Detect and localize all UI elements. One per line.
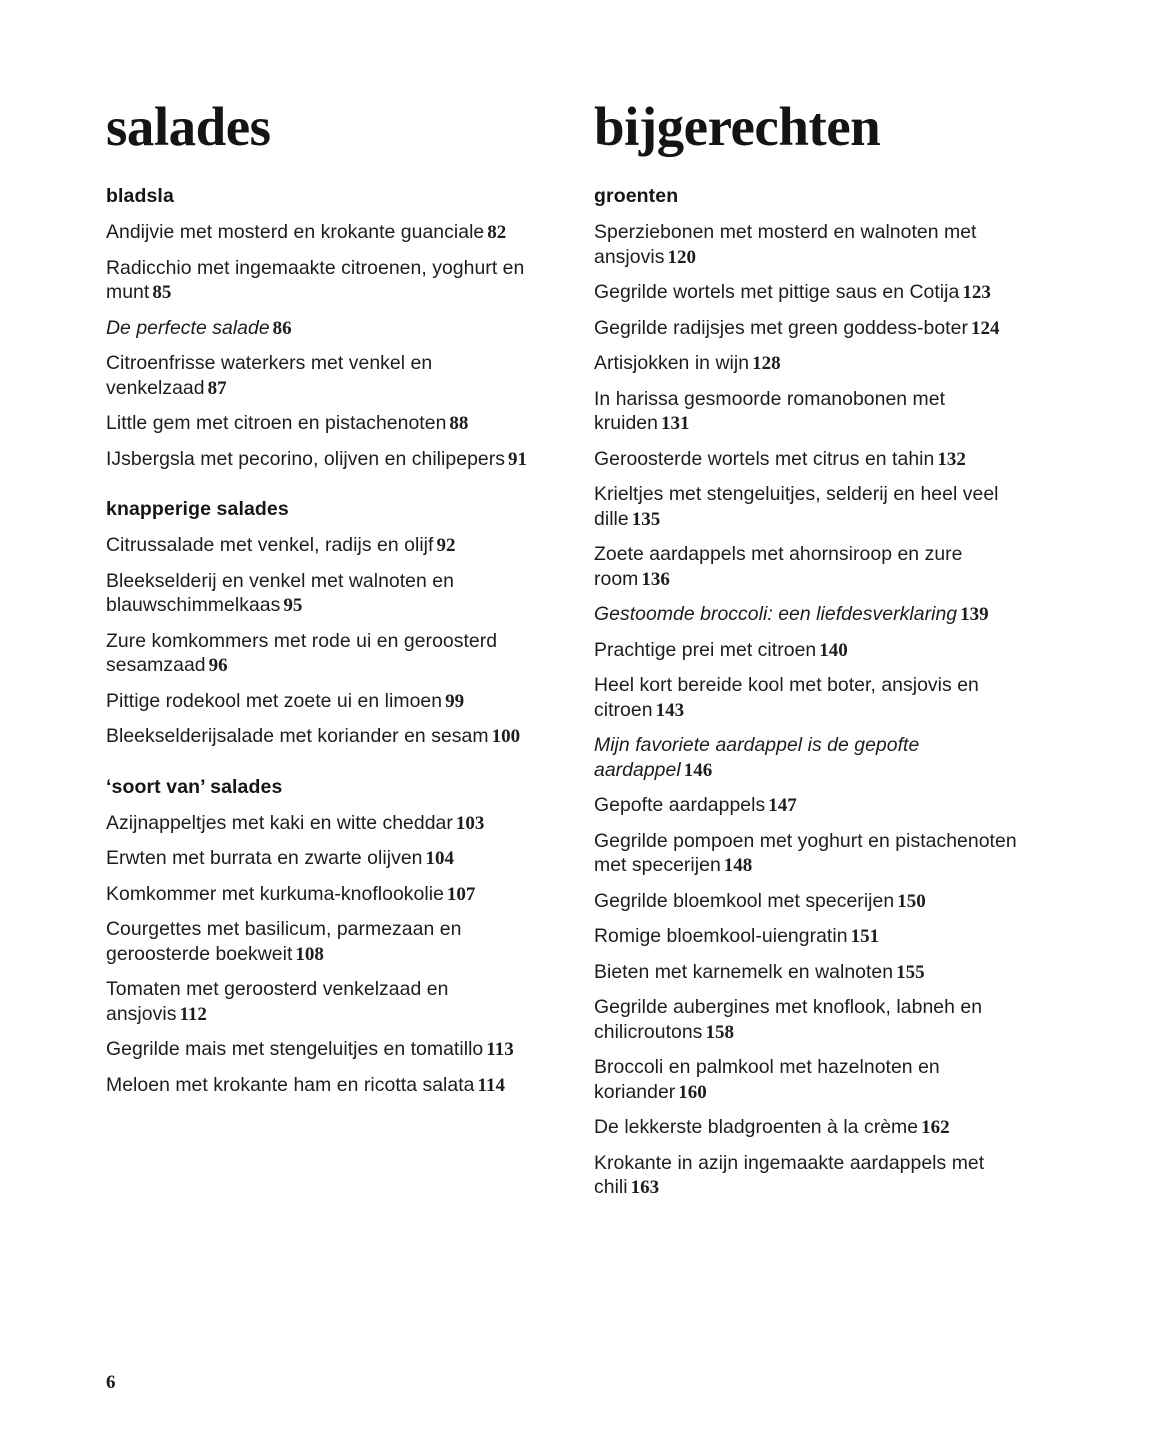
toc-entry[interactable] <box>106 846 552 872</box>
toc-entry-page-number: 132 <box>937 448 966 470</box>
toc-entry-title: Gegrilde aubergines met knoflook, labneh en chilicroutons <box>594 996 983 1043</box>
toc-entry-title: Bieten met karnemelk en walnoten <box>594 960 894 983</box>
toc-entry-title: Zoete aardappels met ahornsiroop en zure room <box>594 543 963 590</box>
toc-entry-page-number: 150 <box>897 890 926 912</box>
toc-entry-page-number: 87 <box>207 377 227 399</box>
toc-entry[interactable] <box>594 1115 1040 1141</box>
toc-entry-page-number: 131 <box>660 413 690 434</box>
toc-entry[interactable] <box>594 387 1040 437</box>
toc-entry-title: Gegrilde pompoen met yoghurt en pistachenoten met specerijen <box>594 829 1017 876</box>
toc-columns <box>106 96 1056 1201</box>
toc-entry[interactable] <box>594 924 1040 950</box>
toc-entry-title: Broccoli en palmkool met hazelnoten en koriander <box>594 1056 940 1103</box>
toc-entry-title: Meloen met krokante ham en ricotta salata <box>106 1073 475 1096</box>
toc-entry-title: Erwten met burrata en zwarte olijven <box>106 847 423 869</box>
page-number: 6 <box>106 1372 116 1393</box>
toc-entry[interactable] <box>594 280 1040 306</box>
toc-entry-title: Bleekselderijsalade met koriander en sesam <box>106 725 489 747</box>
toc-entry-title: Bleekselderij en venkel met walnoten en blauwschimmelkaas <box>106 569 454 616</box>
toc-entry-title: Gepofte aardappels <box>594 794 766 816</box>
toc-entry[interactable] <box>106 569 552 619</box>
toc-entry-page-number: 91 <box>508 448 527 470</box>
toc-entry[interactable] <box>594 602 1040 628</box>
toc-entry[interactable] <box>106 316 552 342</box>
toc-entry-page-number: 151 <box>850 926 880 947</box>
toc-entry[interactable] <box>106 256 552 306</box>
toc-entry-title: De perfecte salade <box>106 316 270 339</box>
toc-entry-title: Artisjokken in wijn <box>594 352 750 374</box>
toc-entry-title: Gegrilde mais met stengeluitjes en tomatillo <box>106 1038 484 1060</box>
toc-entry-title: IJsbergsla met pecorino, olijven en chilipepers <box>106 447 505 470</box>
toc-entry[interactable] <box>594 447 1040 473</box>
toc-group <box>594 184 1040 1201</box>
toc-column-salades <box>106 96 552 1201</box>
toc-entry-title: Courgettes met basilicum, parmezaan en geroosterde boekweit <box>106 918 462 965</box>
toc-group <box>106 184 552 472</box>
toc-column-bijgerechten <box>594 96 1040 1201</box>
toc-entry-page-number: 135 <box>631 508 661 530</box>
toc-entry-page-number: 86 <box>272 317 292 339</box>
toc-entry-page-number: 104 <box>425 848 454 869</box>
toc-entry[interactable] <box>594 351 1040 377</box>
toc-entry-title: Azijnappeltjes met kaki en witte cheddar <box>106 811 453 834</box>
section-title-bijgerechten: bijgerechten <box>594 96 881 157</box>
toc-entry-page-number: 143 <box>655 699 685 721</box>
group-list-left <box>106 184 552 1098</box>
toc-entry-page-number: 148 <box>723 855 753 876</box>
toc-entry-page-number: 158 <box>705 1021 734 1043</box>
toc-entry-page-number: 140 <box>819 639 848 661</box>
toc-entry-page-number: 147 <box>768 795 797 816</box>
toc-entry[interactable] <box>106 977 552 1027</box>
toc-subheading: bladsla <box>106 185 174 207</box>
toc-entry-page-number: 112 <box>179 1003 207 1025</box>
toc-entry-page-number: 95 <box>283 595 303 616</box>
toc-entry-title: Gegrilde wortels met pittige saus en Cotija <box>594 281 960 303</box>
toc-entry-title: In harissa gesmoorde romanobonen met kruiden <box>594 387 946 434</box>
toc-entry[interactable] <box>106 1037 552 1063</box>
toc-entry-title: Prachtige prei met citroen <box>594 638 817 661</box>
toc-entry[interactable] <box>594 1151 1040 1201</box>
toc-group <box>106 775 552 1099</box>
toc-entry[interactable] <box>106 533 552 559</box>
toc-entry[interactable] <box>106 724 552 750</box>
toc-entry-title: De lekkerste bladgroenten à la crème <box>594 1116 919 1138</box>
toc-entry-page-number: 139 <box>960 604 989 625</box>
toc-subheading: groenten <box>594 185 679 207</box>
section-title-salades: salades <box>106 96 271 157</box>
toc-entry[interactable] <box>594 673 1040 723</box>
toc-entry[interactable] <box>106 689 552 715</box>
toc-entry[interactable] <box>594 733 1040 783</box>
toc-entry-page-number: 99 <box>445 690 465 712</box>
toc-entry-title: Komkommer met kurkuma-knoflookolie <box>106 882 444 905</box>
toc-entry-page-number: 146 <box>683 759 713 781</box>
toc-entry-page-number: 85 <box>152 282 172 303</box>
toc-entry-page-number: 160 <box>678 1081 707 1103</box>
toc-entry-page-number: 100 <box>491 726 521 747</box>
toc-entry-title: Romige bloemkool-uiengratin <box>594 925 848 947</box>
toc-entry[interactable] <box>106 629 552 679</box>
group-list-right <box>594 184 1040 1201</box>
toc-entry[interactable] <box>594 829 1040 879</box>
toc-entry-page-number: 103 <box>455 812 485 834</box>
toc-entry[interactable] <box>594 960 1040 986</box>
toc-entry[interactable] <box>106 882 552 908</box>
toc-subheading: ‘soort van’ salades <box>106 775 283 798</box>
toc-entry[interactable] <box>594 793 1040 819</box>
toc-entry[interactable] <box>594 220 1040 270</box>
toc-entry[interactable] <box>594 638 1040 664</box>
toc-entry-title: Radicchio met ingemaakte citroenen, yoghurt en munt <box>106 256 525 303</box>
toc-entry-title: Zure komkommers met rode ui en geroosterd sesamzaad <box>106 629 498 676</box>
toc-entry[interactable] <box>594 1055 1040 1105</box>
toc-entry[interactable] <box>594 316 1040 342</box>
toc-entry-title: Gestoomde broccoli: een liefdesverklaring <box>594 603 958 625</box>
toc-entry-page-number: 136 <box>641 568 670 590</box>
toc-entry-page-number: 123 <box>962 282 991 303</box>
toc-entry-title: Tomaten met geroosterd venkelzaad en ansjovis <box>106 978 449 1025</box>
toc-entry-page-number: 114 <box>477 1074 505 1096</box>
toc-entry-title: Gegrilde radijsjes met green goddess-boter <box>594 316 968 339</box>
toc-entry[interactable] <box>594 995 1040 1045</box>
toc-entry-page-number: 82 <box>487 222 507 243</box>
toc-entry[interactable] <box>106 1073 552 1099</box>
toc-entry-page-number: 124 <box>970 317 1000 339</box>
toc-subheading: knapperige salades <box>106 498 289 520</box>
toc-entry-page-number: 163 <box>630 1177 660 1198</box>
toc-entry[interactable] <box>594 482 1040 532</box>
toc-entry[interactable] <box>106 220 552 246</box>
toc-entry-page-number: 113 <box>486 1039 514 1060</box>
toc-entry-title: Little gem met citroen en pistachenoten <box>106 412 447 434</box>
toc-entry-page-number: 96 <box>208 655 228 676</box>
toc-entry[interactable] <box>106 447 552 473</box>
toc-entry-page-number: 92 <box>436 535 456 556</box>
toc-entry[interactable] <box>594 542 1040 592</box>
toc-group <box>106 497 552 750</box>
toc-entry-title: Heel kort bereide kool met boter, ansjovis en citroen <box>594 674 979 721</box>
toc-entry[interactable] <box>106 917 552 967</box>
toc-entry-title: Andijvie met mosterd en krokante guanciale <box>106 221 485 243</box>
toc-entry-title: Mijn favoriete aardappel is de gepofte aardappel <box>594 734 920 781</box>
toc-entry-page-number: 162 <box>921 1117 950 1138</box>
toc-entry-title: Gegrilde bloemkool met specerijen <box>594 889 895 912</box>
toc-entry-title: Geroosterde wortels met citrus en tahin <box>594 447 935 470</box>
toc-entry-title: Citroenfrisse waterkers met venkel en venkelzaad <box>106 352 433 399</box>
toc-entry-page-number: 107 <box>446 883 476 905</box>
toc-entry-title: Sperziebonen met mosterd en walnoten met ansjovis <box>594 221 977 268</box>
toc-entry[interactable] <box>106 411 552 437</box>
toc-entry-title: Pittige rodekool met zoete ui en limoen <box>106 689 443 712</box>
toc-entry-page-number: 128 <box>752 353 781 374</box>
toc-entry[interactable] <box>594 889 1040 915</box>
toc-entry[interactable] <box>106 351 552 401</box>
toc-entry-title: Citrussalade met venkel, radijs en olijf <box>106 534 434 556</box>
toc-entry-page-number: 88 <box>449 413 469 434</box>
toc-entry[interactable] <box>106 811 552 837</box>
toc-entry-page-number: 108 <box>295 943 324 965</box>
toc-entry-page-number: 120 <box>667 246 696 268</box>
toc-entry-title: Krieltjes met stengeluitjes, selderij en heel veel dille <box>594 483 999 530</box>
toc-entry-page-number: 155 <box>896 961 925 983</box>
toc-entry-title: Krokante in azijn ingemaakte aardappels met chili <box>594 1151 985 1198</box>
